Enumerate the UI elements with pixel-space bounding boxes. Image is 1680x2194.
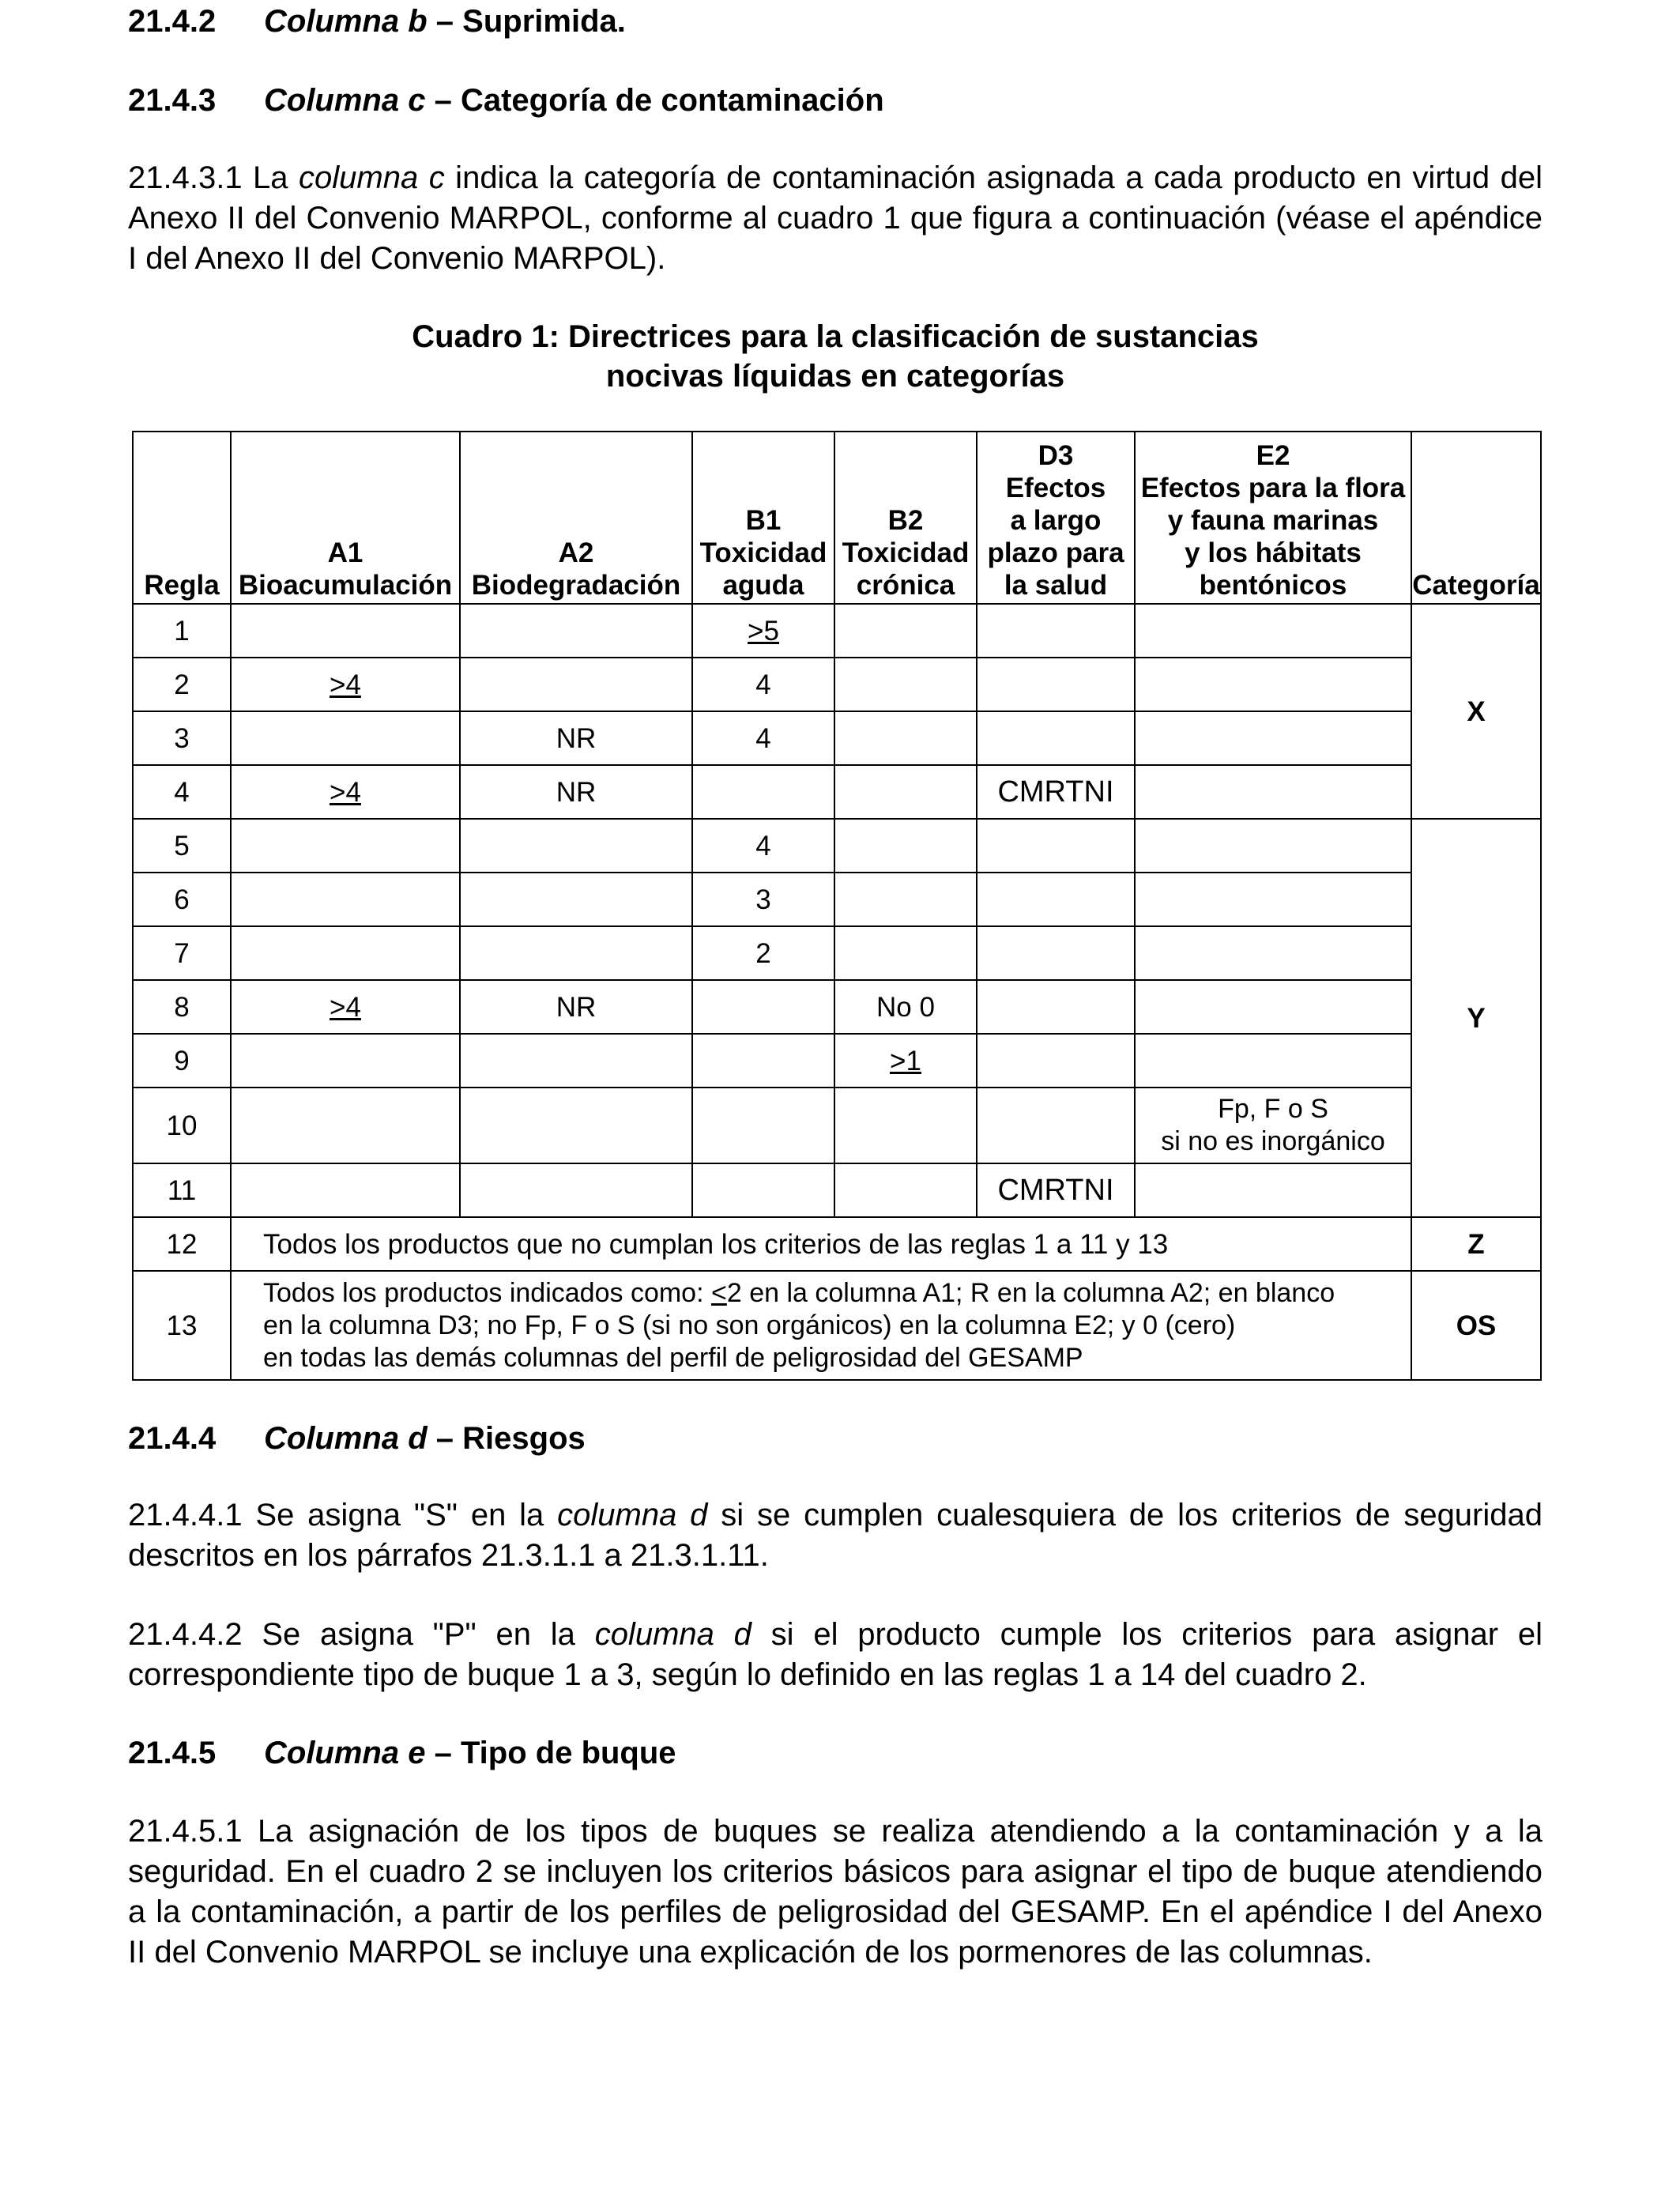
table-row: 13 Todos los productos indicados como: <2 en la columna A1; R en la columna A2; en blanco en la columna D3; no Fp, F o S (si no son orgánicos) en la columna E2; y 0 (cero) en todas las demás columnas del perfil de peligrosidad del GESAMP OS [133,1271,1541,1380]
header-categoria: Categoría [1411,432,1541,604]
table-row: 3 NR 4 [133,711,1541,765]
table-row: 5 4 Y [133,819,1541,873]
table-row: 11 CMRTNI [133,1163,1541,1217]
paragraph-21-4-4-1: 21.4.4.1 Se asigna "S" en la columna d si se cumplen cualesquiera de los criterios de seguridad descritos en los párrafos 21.3.1.1 a 21.3.1.11. [128,1498,1543,1573]
header-b1: B1 Toxicidad aguda [692,432,834,604]
table-header-row [133,432,1541,604]
header-e2: E2 Efectos para la flora y fauna marinas y los hábitats bentónicos [1135,432,1411,604]
header-d3: D3 Efectos a largo plazo para la salud [977,432,1135,604]
section-heading-21-4-5: 21.4.5 Columna e – Tipo de buque [128,1736,676,1770]
category-y: Y [1411,819,1541,1217]
paragraph-21-4-5-1: 21.4.5.1 La asignación de los tipos de buques se realiza atendiendo a la contaminación y a la seguridad. En el cuadro 2 se incluyen los criterios básicos para asignar el tipo de buque atendiendo a la contaminación, a partir de los perfiles de peligrosidad del GESAMP. En el apéndice I del Anexo II del Convenio MARPOL se incluye una explicación de los pormenores de las columnas. [128,1814,1543,1970]
section-heading-21-4-4: 21.4.4 Columna d – Riesgos [128,1421,586,1456]
category-x: X [1411,604,1541,819]
table-row: 9 >1 [133,1034,1541,1088]
table-row: 10 Fp, F o S si no es inorgánico [133,1088,1541,1163]
section-heading-21-4-2: 21.4.2 Columna b – Suprimida. [128,4,626,39]
table-row: 7 2 [133,926,1541,980]
table-row: 1 >5 X [133,604,1541,658]
paragraph-21-4-4-2: 21.4.4.2 Se asigna "P" en la columna d si el producto cumple los criterios para asignar el correspondiente tipo de buque 1 a 3, según lo definido en las reglas 1 a 14 del cuadro 2. [128,1617,1543,1692]
header-regla: Regla [133,432,231,604]
paragraph-21-4-3-1: 21.4.3.1 La columna c indica la categoría de contaminación asignada a cada producto en virtud del Anexo II del Convenio MARPOL, conforme al cuadro 1 que figura a continuación (véase el apéndice I del Anexo II del Convenio MARPOL). [128,160,1543,276]
table-row: 8 >4 NR No 0 [133,980,1541,1034]
classification-table [132,431,1542,1381]
section-heading-21-4-3: 21.4.3 Columna c – Categoría de contaminación [128,83,884,118]
table-row: 6 3 [133,873,1541,926]
table-row: 2 >4 4 [133,658,1541,711]
category-os: OS [1411,1271,1541,1380]
table-row: 4 >4 NR CMRTNI [133,765,1541,819]
header-a2: A2 Biodegradación [460,432,692,604]
header-b2: B2 Toxicidad crónica [834,432,977,604]
category-z: Z [1411,1217,1541,1271]
table-row: 12 Todos los productos que no cumplan los criterios de las reglas 1 a 11 y 13 Z [133,1217,1541,1271]
header-a1: A1 Bioacumulación [231,432,460,604]
table-caption: Cuadro 1: Directrices para la clasificación de sustancias nocivas líquidas en categorías [412,319,1259,394]
